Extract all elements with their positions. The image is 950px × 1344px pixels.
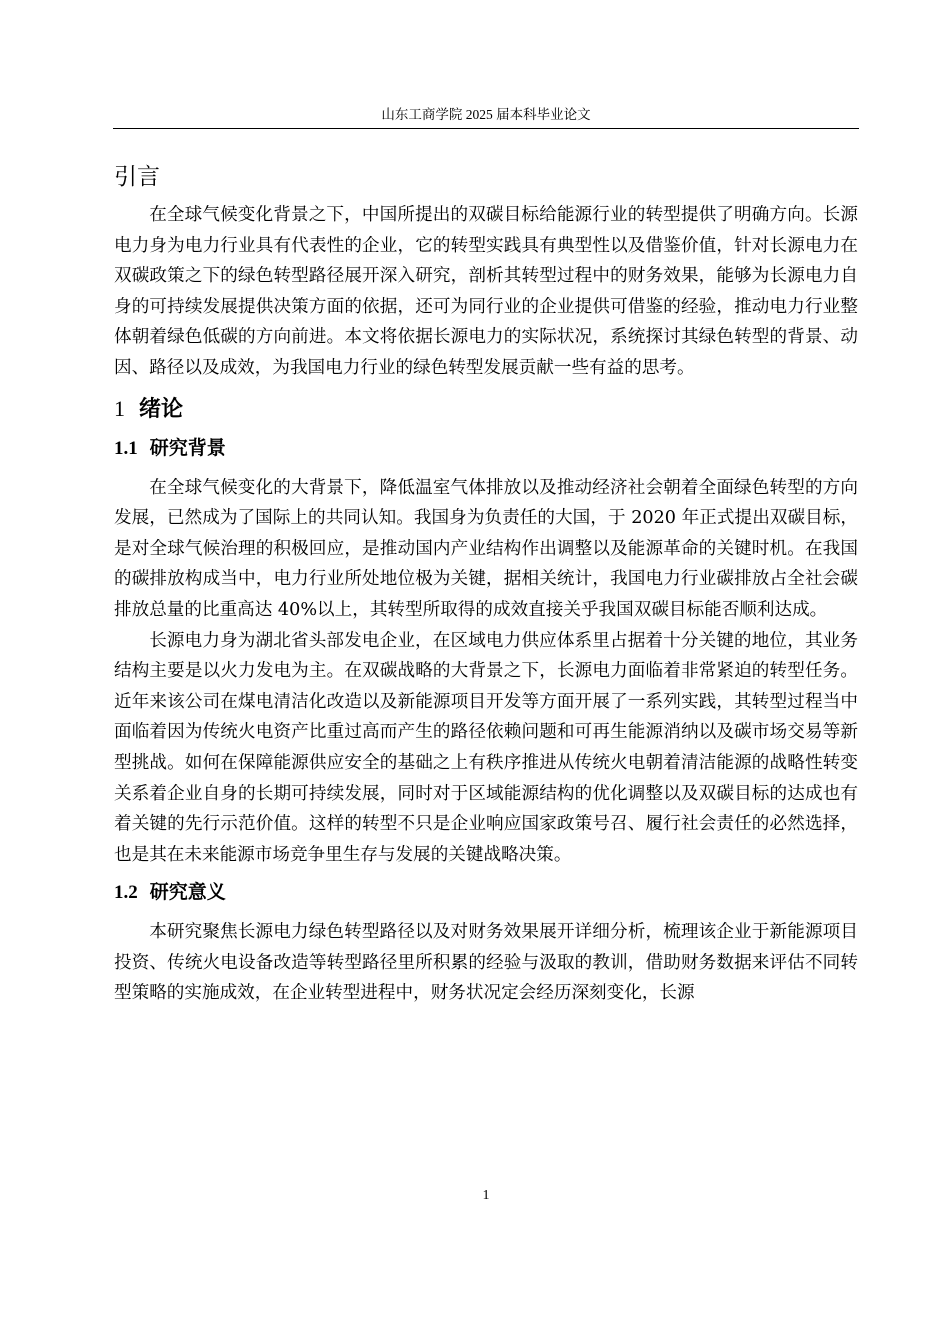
chapter-1-heading xyxy=(114,392,858,426)
background-paragraph-1: 在全球气候变化的大背景下，降低温室气体排放以及推动经济社会朝着全面绿色转型的方向发展，已然成为了国际上的共同认知。我国身为负责任的大国，于 2020 年正式提出双碳目标，是对全球气候治理的积极回应，是推动国内产业结构作出调整以及能源革命的关键时机。在我国的碳排放构成当中，电力行业所处地位极为关键，据相关统计，我国电力行业碳排放占全社会碳排放总量的比重高达 40%以上，其转型所取得的成效直接关乎我国双碳目标能否顺利达成。 xyxy=(114,477,858,620)
page-body xyxy=(114,160,858,1009)
significance-paragraph-1: 本研究聚焦长源电力绿色转型路径以及对财务效果展开详细分析，梳理该企业于新能源项目投资、传统火电设备改造等转型路径里所积累的经验与汲取的教训，借助财务数据来评估不同转型策略的实施成效，在企业转型进程中，财务状况定会经历深刻变化，长源 xyxy=(114,922,858,1004)
chapter-title: 绪论 xyxy=(139,395,184,422)
section-1-2-heading xyxy=(114,876,858,909)
page-number: 1 xyxy=(482,1188,490,1203)
header-divider xyxy=(113,128,859,129)
background-paragraph-2: 长源电力身为湖北省头部发电企业，在区域电力供应体系里占据着十分关键的地位，其业务结构主要是以火力发电为主。在双碳战略的大背景之下，长源电力面临着非常紧迫的转型任务。近年来该公司在煤电清洁化改造以及新能源项目开发等方面开展了一系列实践，其转型过程当中面临着因为传统火电资产比重过高而产生的路径依赖问题和可再生能源消纳以及碳市场交易等新型挑战。如何在保障能源供应安全的基础之上有秩序推进从传统火电朝着清洁能源的战略性转变关系着企业自身的长期可持续发展，同时对于区域能源结构的优化调整以及双碳目标的达成也有着关键的先行示范价值。这样的转型不只是企业响应国家政策号召、履行社会责任的必然选择，也是其在未来能源市场竞争里生存与发展的关键战略决策。 xyxy=(114,630,858,865)
section-title: 研究背景 xyxy=(149,436,226,459)
section-title: 研究意义 xyxy=(149,881,226,904)
chapter-number: 1 xyxy=(114,395,125,421)
section-1-1-heading xyxy=(114,432,858,465)
intro-heading: 引言 xyxy=(114,164,160,190)
running-header: 山东工商学院 2025 届本科毕业论文 xyxy=(381,107,591,122)
section-number: 1.2 xyxy=(114,882,138,904)
section-number: 1.1 xyxy=(114,437,138,459)
intro-paragraph: 在全球气候变化背景之下，中国所提出的双碳目标给能源行业的转型提供了明确方向。长源电力身为电力行业具有代表性的企业，它的转型实践具有典型性以及借鉴价值，针对长源电力在双碳政策之下的绿色转型路径展开深入研究，剖析其转型过程中的财务效果，能够为长源电力自身的可持续发展提供决策方面的依据，还可为同行业的企业提供可借鉴的经验，推动电力行业整体朝着绿色低碳的方向前进。本文将依据长源电力的实际状况，系统探讨其绿色转型的背景、动因、路径以及成效，为我国电力行业的绿色转型发展贡献一些有益的思考。 xyxy=(114,205,858,378)
